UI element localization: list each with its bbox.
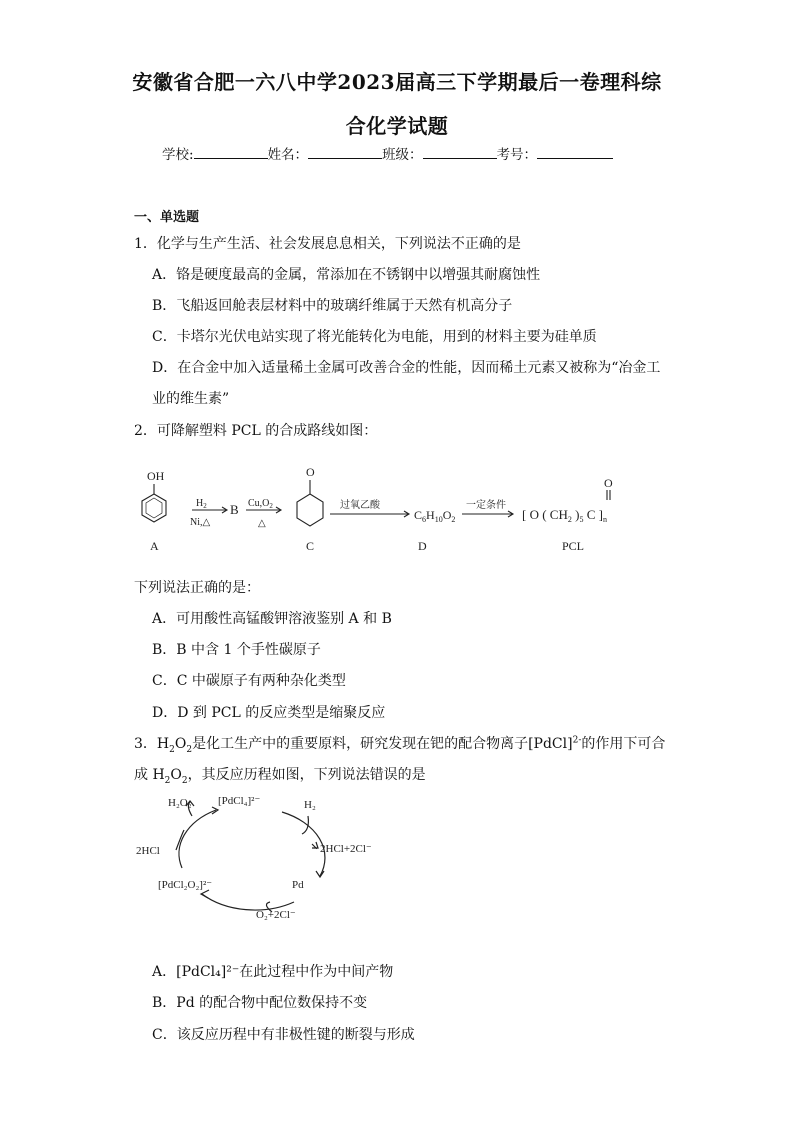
name-field[interactable] [308,144,382,159]
school-field[interactable] [194,144,268,159]
cycle-arc-left [179,810,216,868]
oh-label: OH [147,469,165,483]
cu-label: $Cu,O_2$ [248,498,273,510]
cycle-arc-top [282,812,325,876]
ni-label: Ni,△ [190,517,211,528]
q2-option-a[interactable]: A．可用酸性高锰酸钾溶液鉴别 A 和 B [152,611,392,627]
q2-option-d[interactable]: D．D 到 PCL 的反应类型是缩聚反应 [152,705,386,721]
h2-label: $H_2$ [196,498,207,510]
q1-option-c[interactable]: C．卡塔尔光伏电站实现了将光能转化为电能，用到的材料主要为硅单质 [152,329,597,345]
q2-option-c[interactable]: C．C 中碳原子有两种杂化类型 [152,673,346,689]
cyclohexanone-ring [297,494,323,526]
condition-label: 一定条件 [466,500,506,511]
id-field[interactable] [537,144,613,159]
o2-2cl-label: O₂+2Cl⁻ [256,909,296,920]
pdcl4-label: [PdCl₄]²⁻ [218,795,261,807]
title-line-1: 安徽省合肥一六八中学2023届高三下学期最后一卷理科综 [132,70,662,94]
class-field[interactable] [423,144,497,159]
name-label: 姓名： [267,147,309,163]
pcl-formula: [ O ( $CH_2$ )$_5$ C ]$_n$ [522,507,607,524]
q3-option-a[interactable]: A．[PdCl₄]²⁻在此过程中作为中间产物 [152,964,394,980]
2hcl-label: 2HCl [136,845,160,857]
label-pcl: PCL [562,539,585,553]
pd-label: Pd [292,879,304,891]
delta-label: △ [258,518,266,529]
q1-option-b[interactable]: B．飞船返回舱表层材料中的玻璃纤维属于天然有机高分子 [152,298,513,314]
b-label: B [230,502,239,517]
pdcl2o2-label: [PdCl₂O₂]²⁻ [158,879,213,891]
q1-stem: 1．化学与生产生活、社会发展息息相关，下列说法不正确的是 [134,236,521,252]
q3-option-b[interactable]: B．Pd 的配合物中配位数保持不变 [152,995,368,1011]
pcl-carbonyl-o: O [604,476,613,490]
cycle-arc-bottom [202,894,294,910]
catalytic-cycle-diagram [132,790,402,920]
peracid-label: 过氧乙酸 [340,500,380,511]
school-label: 学校: [162,147,194,163]
q1-option-d-line2[interactable]: 业的维生素” [152,391,230,407]
ketone-o-label: O [306,465,315,479]
title-line-2: 合化学试题 [345,114,449,138]
q2-stem: 2．可降解塑料 PCL 的合成路线如图： [134,423,378,439]
student-info-row [162,143,613,163]
q2-option-b[interactable]: B．B 中含 1 个手性碳原子 [152,642,321,658]
h2-label: H₂ [304,799,316,811]
hcl-2cl-label: 2HCl+2Cl⁻ [320,843,372,855]
d-formula: $C_6H_{10}O_2$ [414,508,456,524]
q3-stem-line1: 3．$H_2O_2$是化工生产中的重要原料，研究发现在钯的配合物离子[PdCl]$^{2-}$的作用下可合 [134,735,666,755]
id-label: 考号： [496,147,538,163]
q3-stem-line2: 成 $H_2O_2$，其反应历程如图，下列说法错误的是 [134,767,426,786]
label-c: C [306,539,315,553]
h2o2-label: H₂O₂ [168,797,192,809]
pcl-synthesis-scheme [130,462,670,558]
label-d: D [418,539,427,553]
section-heading: 一、单选题 [134,210,200,225]
q1-option-d-line1[interactable]: D．在合金中加入适量稀土金属可改善合金的性能，因而稀土元素又被称为“冶金工 [152,360,661,376]
class-label: 班级： [382,147,423,163]
label-a: A [150,539,159,553]
q2-prompt: 下列说法正确的是： [134,580,260,596]
q1-option-a[interactable]: A．铬是硬度最高的金属，常添加在不锈钢中以增强其耐腐蚀性 [152,267,541,283]
q3-option-c[interactable]: C．该反应历程中有非极性键的断裂与形成 [152,1027,415,1043]
